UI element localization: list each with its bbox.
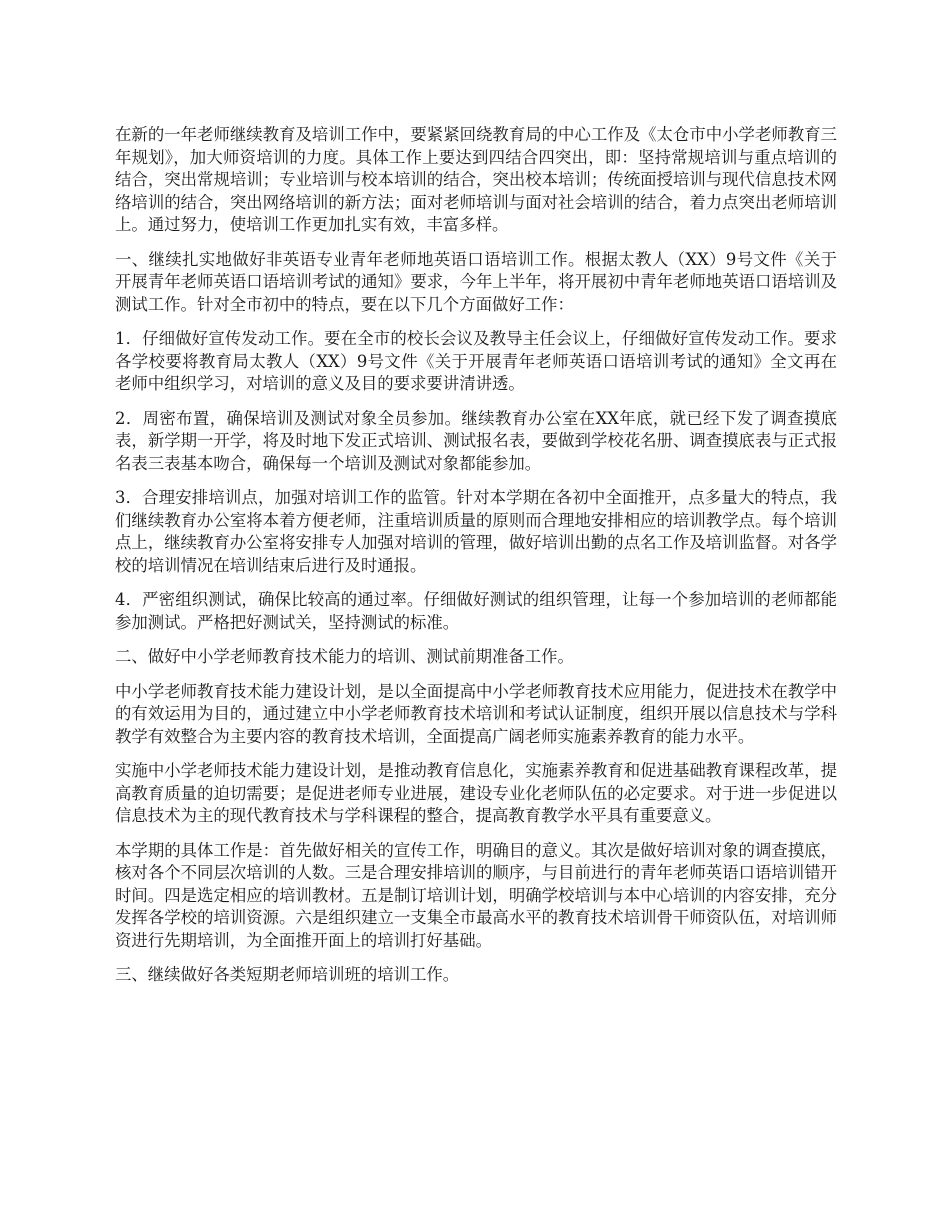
section-1-item-4: 4．严密组织测试，确保比较高的通过率。仔细做好测试的组织管理，让每一个参加培训的老师都能参加测试。严格把好测试关，坚持测试的标准。 xyxy=(115,590,837,632)
section-1-item-2: 2．周密布置，确保培训及测试对象全员参加。继续教育办公室在XX年底，就已经下发了调查摸底表，新学期一开学，将及时地下发正式培训、测试报名表，要做到学校花名册、调查摸底表与正式报名表三表基本吻合，确保每一个培训及测试对象都能参加。 xyxy=(115,408,837,473)
document-body xyxy=(115,124,837,999)
section-1-heading-paragraph: 一、继续扎实地做好非英语专业青年老师地英语口语培训工作。根据太教人（XX）9号文件《关于开展青年老师英语口语培训考试的通知》要求，今年上半年，将开展初中青年老师地英语口语培训及测试工作。针对全市初中的特点，要在以下几个方面做好工作： xyxy=(115,249,837,314)
section-2-paragraph-2: 实施中小学老师技术能力建设计划，是推动教育信息化，实施素养教育和促进基础教育课程改革，提高教育质量的迫切需要；是促进老师专业进展，建设专业化老师队伍的必定要求。对于进一步促进以信息技术为主的现代教育技术与学科课程的整合，提高教育教学水平具有重要意义。 xyxy=(115,761,837,825)
section-2-heading: 二、做好中小学老师教育技术能力的培训、测试前期准备工作。 xyxy=(115,647,574,666)
section-1-item-3: 3．合理安排培训点，加强对培训工作的监管。针对本学期在各初中全面推开，点多量大的特点，我们继续教育办公室将本着方便老师，注重培训质量的原则而合理地安排相应的培训教学点。每个培训点上，继续教育办公室将安排专人加强对培训的管理，做好培训出勤的点名工作及培训监督。对各学校的培训情况在培训结束后进行及时通报。 xyxy=(115,488,837,575)
section-3-heading: 三、继续做好各类短期老师培训班的培训工作。 xyxy=(115,965,460,984)
section-2-paragraph-3: 本学期的具体工作是：首先做好相关的宣传工作，明确目的意义。其次是做好培训对象的调查摸底，核对各个不同层次培训的人数。三是合理安排培训的顺序，与目前进行的青年老师英语口语培训错开时间。四是选定相应的培训教材。五是制订培训计划，明确学校培训与本中心培训的内容安排，充分发挥各学校的培训资源。六是组织建立一支集全市最高水平的教育技术培训骨干师资队伍，对培训师资进行先期培训，为全面推开面上的培训打好基础。 xyxy=(115,840,837,950)
section-2-paragraph-1: 中小学老师教育技术能力建设计划，是以全面提高中小学老师教育技术应用能力，促进技术在教学中的有效运用为目的，通过建立中小学老师教育技术培训和考试认证制度，组织开展以信息技术与学科教学有效整合为主要内容的教育技术培训，全面提高广阔老师实施素养教育的能力水平。 xyxy=(115,681,837,746)
intro-paragraph: 在新的一年老师继续教育及培训工作中，要紧紧回绕教育局的中心工作及《太仓市中小学老师教育三年规划》，加大师资培训的力度。具体工作上要达到四结合四突出，即：坚持常规培训与重点培训的结合，突出常规培训；专业培训与校本培训的结合，突出校本培训；传统面授培训与现代信息技术网络培训的结合，突出网络培训的新方法；面对老师培训与面对社会培训的结合，着力点突出老师培训上。通过努力，使培训工作更加扎实有效，丰富多样。 xyxy=(115,125,837,234)
section-1-item-1: 1．仔细做好宣传发动工作。要在全市的校长会议及教导主任会议上，仔细做好宣传发动工作。要求各学校要将教育局太教人（XX）9号文件《关于开展青年老师英语口语培训考试的通知》全文再在老师中组织学习，对培训的意义及目的要求要讲清讲透。 xyxy=(115,329,837,393)
